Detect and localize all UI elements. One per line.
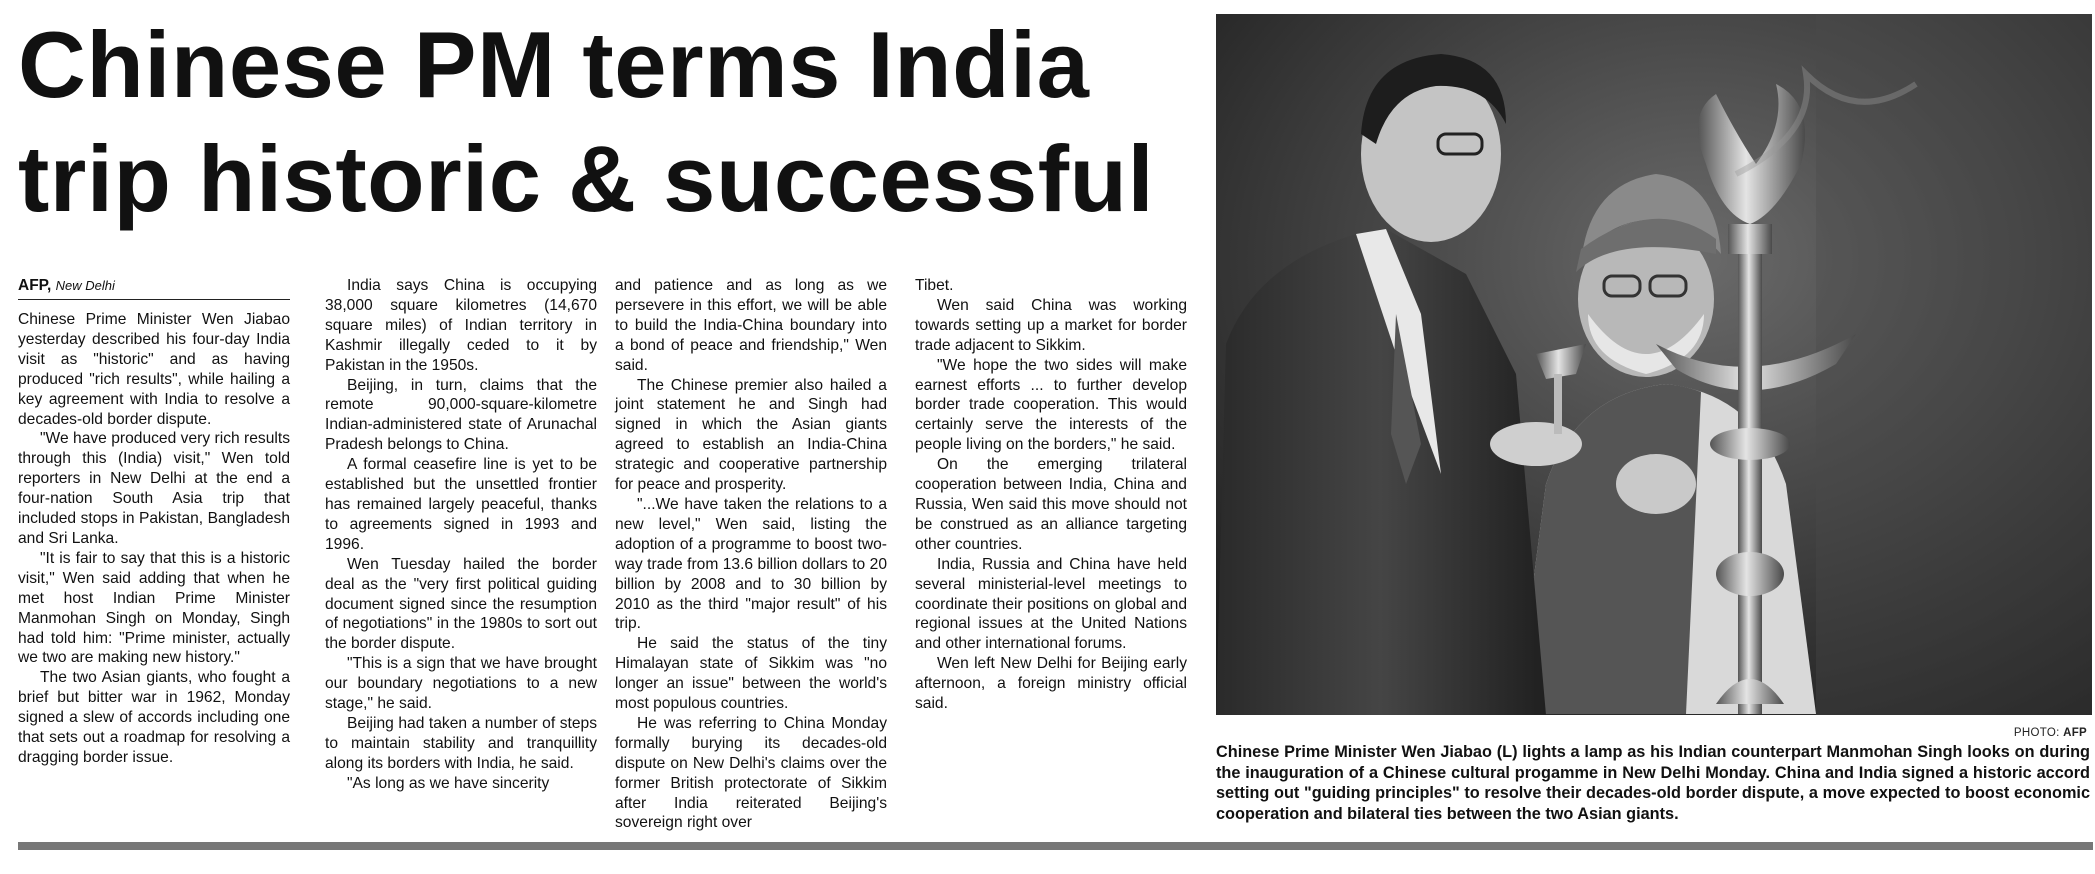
photo-caption: Chinese Prime Minister Wen Jiabao (L) lights a lamp as his Indian counterpart Manmohan Singh looks on during the inauguration of a Chinese cultural progamme in New Delhi Monday. China and India signed a historic accord setting out "guiding principles" to resolve their decades-old border dispute, a move expected to boost economic cooperation and bilateral ties between the two Asian giants. [1216,743,2090,823]
byline-agency: AFP, [18,277,52,294]
paragraph: He said the status of the tiny Himalayan state of Sikkim was "no longer an issue" between the world's most populous countries. [615,635,887,713]
paragraph: Beijing, in turn, claims that the remote 90,000-square-kilometre Indian-administered state of Arunachal Pradesh belongs to China. [325,376,597,454]
headline [18,8,1208,236]
paragraph: "As long as we have sincerity [347,774,550,792]
byline-place: New Delhi [55,278,115,293]
paragraph: Chinese Prime Minister Wen Jiabao yesterday described his four-day India visit as "historic" and as having produced "rich results", while hailing a key agreement with India to resolve a decades-old border dispute. [18,311,290,428]
paragraph: He was referring to China Monday formally burying its decades-old dispute on New Delhi's claims over the former British protectorate of Sikkim after India reiterated Beijing's sovereign right over [615,714,887,832]
paragraph: "This is a sign that we have brought our boundary negotiations to a new stage," he said. [325,655,597,713]
headline-line-1: Chinese PM terms India [18,12,1090,117]
paragraph: "We hope the two sides will make earnest efforts ... to further develop border trade cooperation. This would certainly serve the interests of the people living on the borders," he said. [915,356,1187,454]
paragraph: Wen left New Delhi for Beijing early afternoon, a foreign ministry official said. [915,655,1187,713]
paragraph: Beijing had taken a number of steps to maintain stability and tranquillity along its borders with India, he said. [325,714,597,772]
article-column-1 [18,276,290,768]
paragraph: "We have produced very rich results through this (India) visit," Wen told reporters in New Delhi at the end a four-nation South Asia trip that included stops in Pakistan, Bangladesh and Sri Lanka. [18,430,290,547]
paragraph: and patience and as long as we persevere in this effort, we will be able to build the India-China boundary into a bond of peace and friendship," Wen said. [615,277,887,374]
headline-line-2: trip historic & successful [18,126,1155,231]
article-column-2 [325,276,597,794]
paragraph: The two Asian giants, who fought a brief but bitter war in 1962, Monday signed a slew of accords including one that sets out a roadmap for resolving a dragging border issue. [18,669,290,766]
photo-illustration [1216,14,2092,715]
paragraph: A formal ceasefire line is yet to be established but the unsettled frontier has remained largely peaceful, thanks to agreements signed in 1993 and 1996. [325,456,597,553]
photo-credit [2014,727,2087,739]
article-column-4 [915,276,1187,714]
paragraph: India, Russia and China have held several ministerial-level meetings to coordinate their positions on global and regional issues at the United Nations and other international forums. [915,555,1187,653]
paragraph: "...We have taken the relations to a new level," Wen said, listing the adoption of a programme to boost two-way trade from 13.6 billion dollars to 20 billion by 2008 and to 30 billion by 2010 as the third "major result" of his trip. [615,495,887,633]
photo-credit-source: AFP [2063,727,2087,739]
paragraph: Tibet. [915,277,954,294]
paragraph: India says China is occupying 38,000 square kilometres (14,670 square miles) of Indian territory in Kashmir illegally ceded to it by Pakistan in the 1950s. [325,277,597,374]
photo-credit-label: PHOTO: [2013,727,2060,739]
article-column-3 [615,276,887,833]
news-photo [1216,14,2092,715]
paragraph: "It is fair to say that this is a historic visit," Wen said adding that when he met host Indian Prime Minister Manmohan Singh on Monday, Singh had told him: "Prime minister, actually we two are making new history." [18,549,290,667]
paragraph: On the emerging trilateral cooperation between India, China and Russia, Wen said this move should not be construed as an alliance targeting other countries. [915,456,1187,553]
bottom-rule [18,842,2093,850]
byline [18,276,290,300]
paragraph: Wen said China was working towards setting up a market for border trade adjacent to Sikkim. [915,296,1187,354]
paragraph: The Chinese premier also hailed a joint statement he and Singh had signed in which the Asian giants agreed to establish an India-China strategic and cooperative partnership for peace and prosperity. [615,376,887,494]
paragraph: Wen Tuesday hailed the border deal as the "very first political guiding document signed since the resumption of negotiations" in the 1980s to sort out the border dispute. [325,555,597,653]
